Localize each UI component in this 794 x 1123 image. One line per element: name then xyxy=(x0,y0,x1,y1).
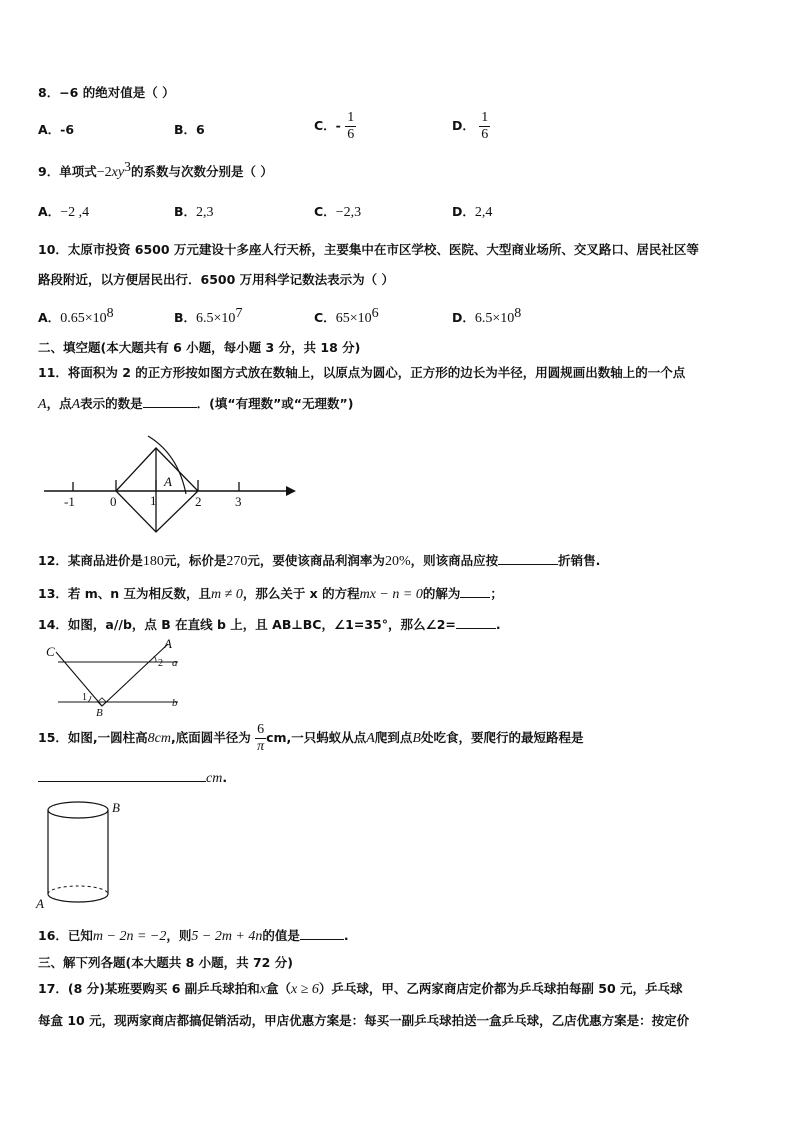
q9-option-b: B．2,3 xyxy=(174,204,214,220)
q12-answer-blank xyxy=(498,564,558,565)
q10-option-a: A．$0.65\times 10^8$ xyxy=(38,306,114,327)
label-B: B xyxy=(112,800,120,815)
label-A: A xyxy=(164,638,172,651)
label-1: 1 xyxy=(82,692,87,703)
q8-option-c xyxy=(314,110,356,143)
q17-line1: 17．(8 分)某班要购买 6 副乒乓球拍和x盒（x ≥ 6）乒乓球，甲、乙两家商店定价都为乒乓球拍每副 50 元，乒乓球 xyxy=(38,981,683,997)
q9-stem: 9．单项式$-2xy^3$的系数与次数分别是（ ） xyxy=(38,160,273,181)
label-C: C xyxy=(46,644,55,659)
q8-option-d-label: D． xyxy=(452,118,475,133)
q9-option-a: A．−2 ,4 xyxy=(38,204,90,220)
label-A: A xyxy=(36,896,44,911)
q15-answer-line: cm. xyxy=(38,770,227,787)
q11-line1: 11．将面积为 2 的正方形按如图方式放在数轴上，以原点为圆心，正方形的边长为半径，用圆规画出数轴上的一个点 xyxy=(38,365,686,380)
label-b: b xyxy=(172,697,178,709)
q13-answer-blank xyxy=(460,597,490,598)
q8-option-a: A．-6 xyxy=(38,122,75,137)
q14-text: 14．如图，a//b，点 B 在直线 b 上，且 AB⊥BC，∠1=35°，那么∠2= . xyxy=(38,617,501,632)
section-3-heading: 三、解下列各题(本大题共 8 小题，共 72 分) xyxy=(38,955,293,970)
q8-option-d xyxy=(452,110,490,143)
q17-line2: 每盒 10 元，现两家商店都搞促销活动，甲店优惠方案是：每买一副乒乓球拍送一盒乒乓球，乙店优惠方案是：按定价 xyxy=(38,1013,690,1028)
q10-line2: 路段附近，以方便居民出行．6500 万用科学记数法表示为（ ） xyxy=(38,272,394,287)
cylinder-bottom-front xyxy=(48,894,108,902)
label-a: a xyxy=(172,657,178,669)
q11-line2: A，点A表示的数是 ．(填“有理数”或“无理数”) xyxy=(38,396,354,412)
q8-option-d-fraction: $\frac{1}{6}$ xyxy=(481,110,489,142)
q9-option-d: D．2,4 xyxy=(452,204,493,220)
segment-BA xyxy=(102,644,168,706)
q10-option-c: C．$65\times 10^6$ xyxy=(314,306,379,327)
parallel-lines-figure xyxy=(44,638,194,718)
label-A: A xyxy=(164,474,172,489)
q8-option-c-fraction: $\frac{1}{6}$ xyxy=(347,110,355,142)
number-line-figure xyxy=(40,432,304,536)
q12-text: 12．某商品进价是180元，标价是270元，要使该商品利润率为20%，则该商品应按 折销售. xyxy=(38,553,601,569)
q15-answer-blank xyxy=(38,781,206,782)
q16-text: 16．已知m − 2n = −2，则5 − 2m + 4n的值是 . xyxy=(38,928,349,944)
label-3: 3 xyxy=(235,494,242,509)
label-neg1: -1 xyxy=(64,494,75,509)
q11-answer-blank xyxy=(143,407,197,408)
q13-text: 13．若 m、n 互为相反数，且m ≠ 0，那么关于 x 的方程mx − n = 0的解为 ； xyxy=(38,586,503,602)
label-2: 2 xyxy=(158,658,163,669)
q10-line1: 10．太原市投资 6500 万元建设十多座人行天桥，主要集中在市区学校、医院、大型商业场所、交叉路口、居民社区等 xyxy=(38,242,699,257)
q15-text: 15．如图,一圆柱高8cm,底面圆半径为 $\frac{6}{\pi}$ cm,一只蚂蚁从点A爬到点B处吃食，要爬行的最短路程是 xyxy=(38,722,584,754)
q8-stem: 8．−6 的绝对值是（ ） xyxy=(38,85,175,100)
q8-option-c-label: C．- xyxy=(314,118,341,133)
q10-option-d: D．$6.5\times 10^8$ xyxy=(452,306,522,327)
cylinder-bottom-back xyxy=(48,886,108,894)
cylinder-top xyxy=(48,802,108,818)
segment-CB xyxy=(56,652,102,706)
q15-radius-fraction: $\frac{6}{\pi}$ xyxy=(257,722,265,754)
q8-option-b: B．6 xyxy=(174,122,205,137)
section-2-heading: 二、填空题(本大题共有 6 小题，每小题 3 分，共 18 分) xyxy=(38,340,361,355)
q9-option-c: C．−2,3 xyxy=(314,204,362,220)
q16-answer-blank xyxy=(300,939,344,940)
q14-answer-blank xyxy=(456,628,496,629)
cylinder-figure xyxy=(34,796,134,914)
label-0: 0 xyxy=(110,494,117,509)
label-B: B xyxy=(96,707,103,718)
number-line-arrow xyxy=(286,486,296,496)
label-1: 1 xyxy=(150,493,157,508)
label-2: 2 xyxy=(195,494,202,509)
q10-option-b: B．$6.5\times 10^7$ xyxy=(174,306,243,327)
